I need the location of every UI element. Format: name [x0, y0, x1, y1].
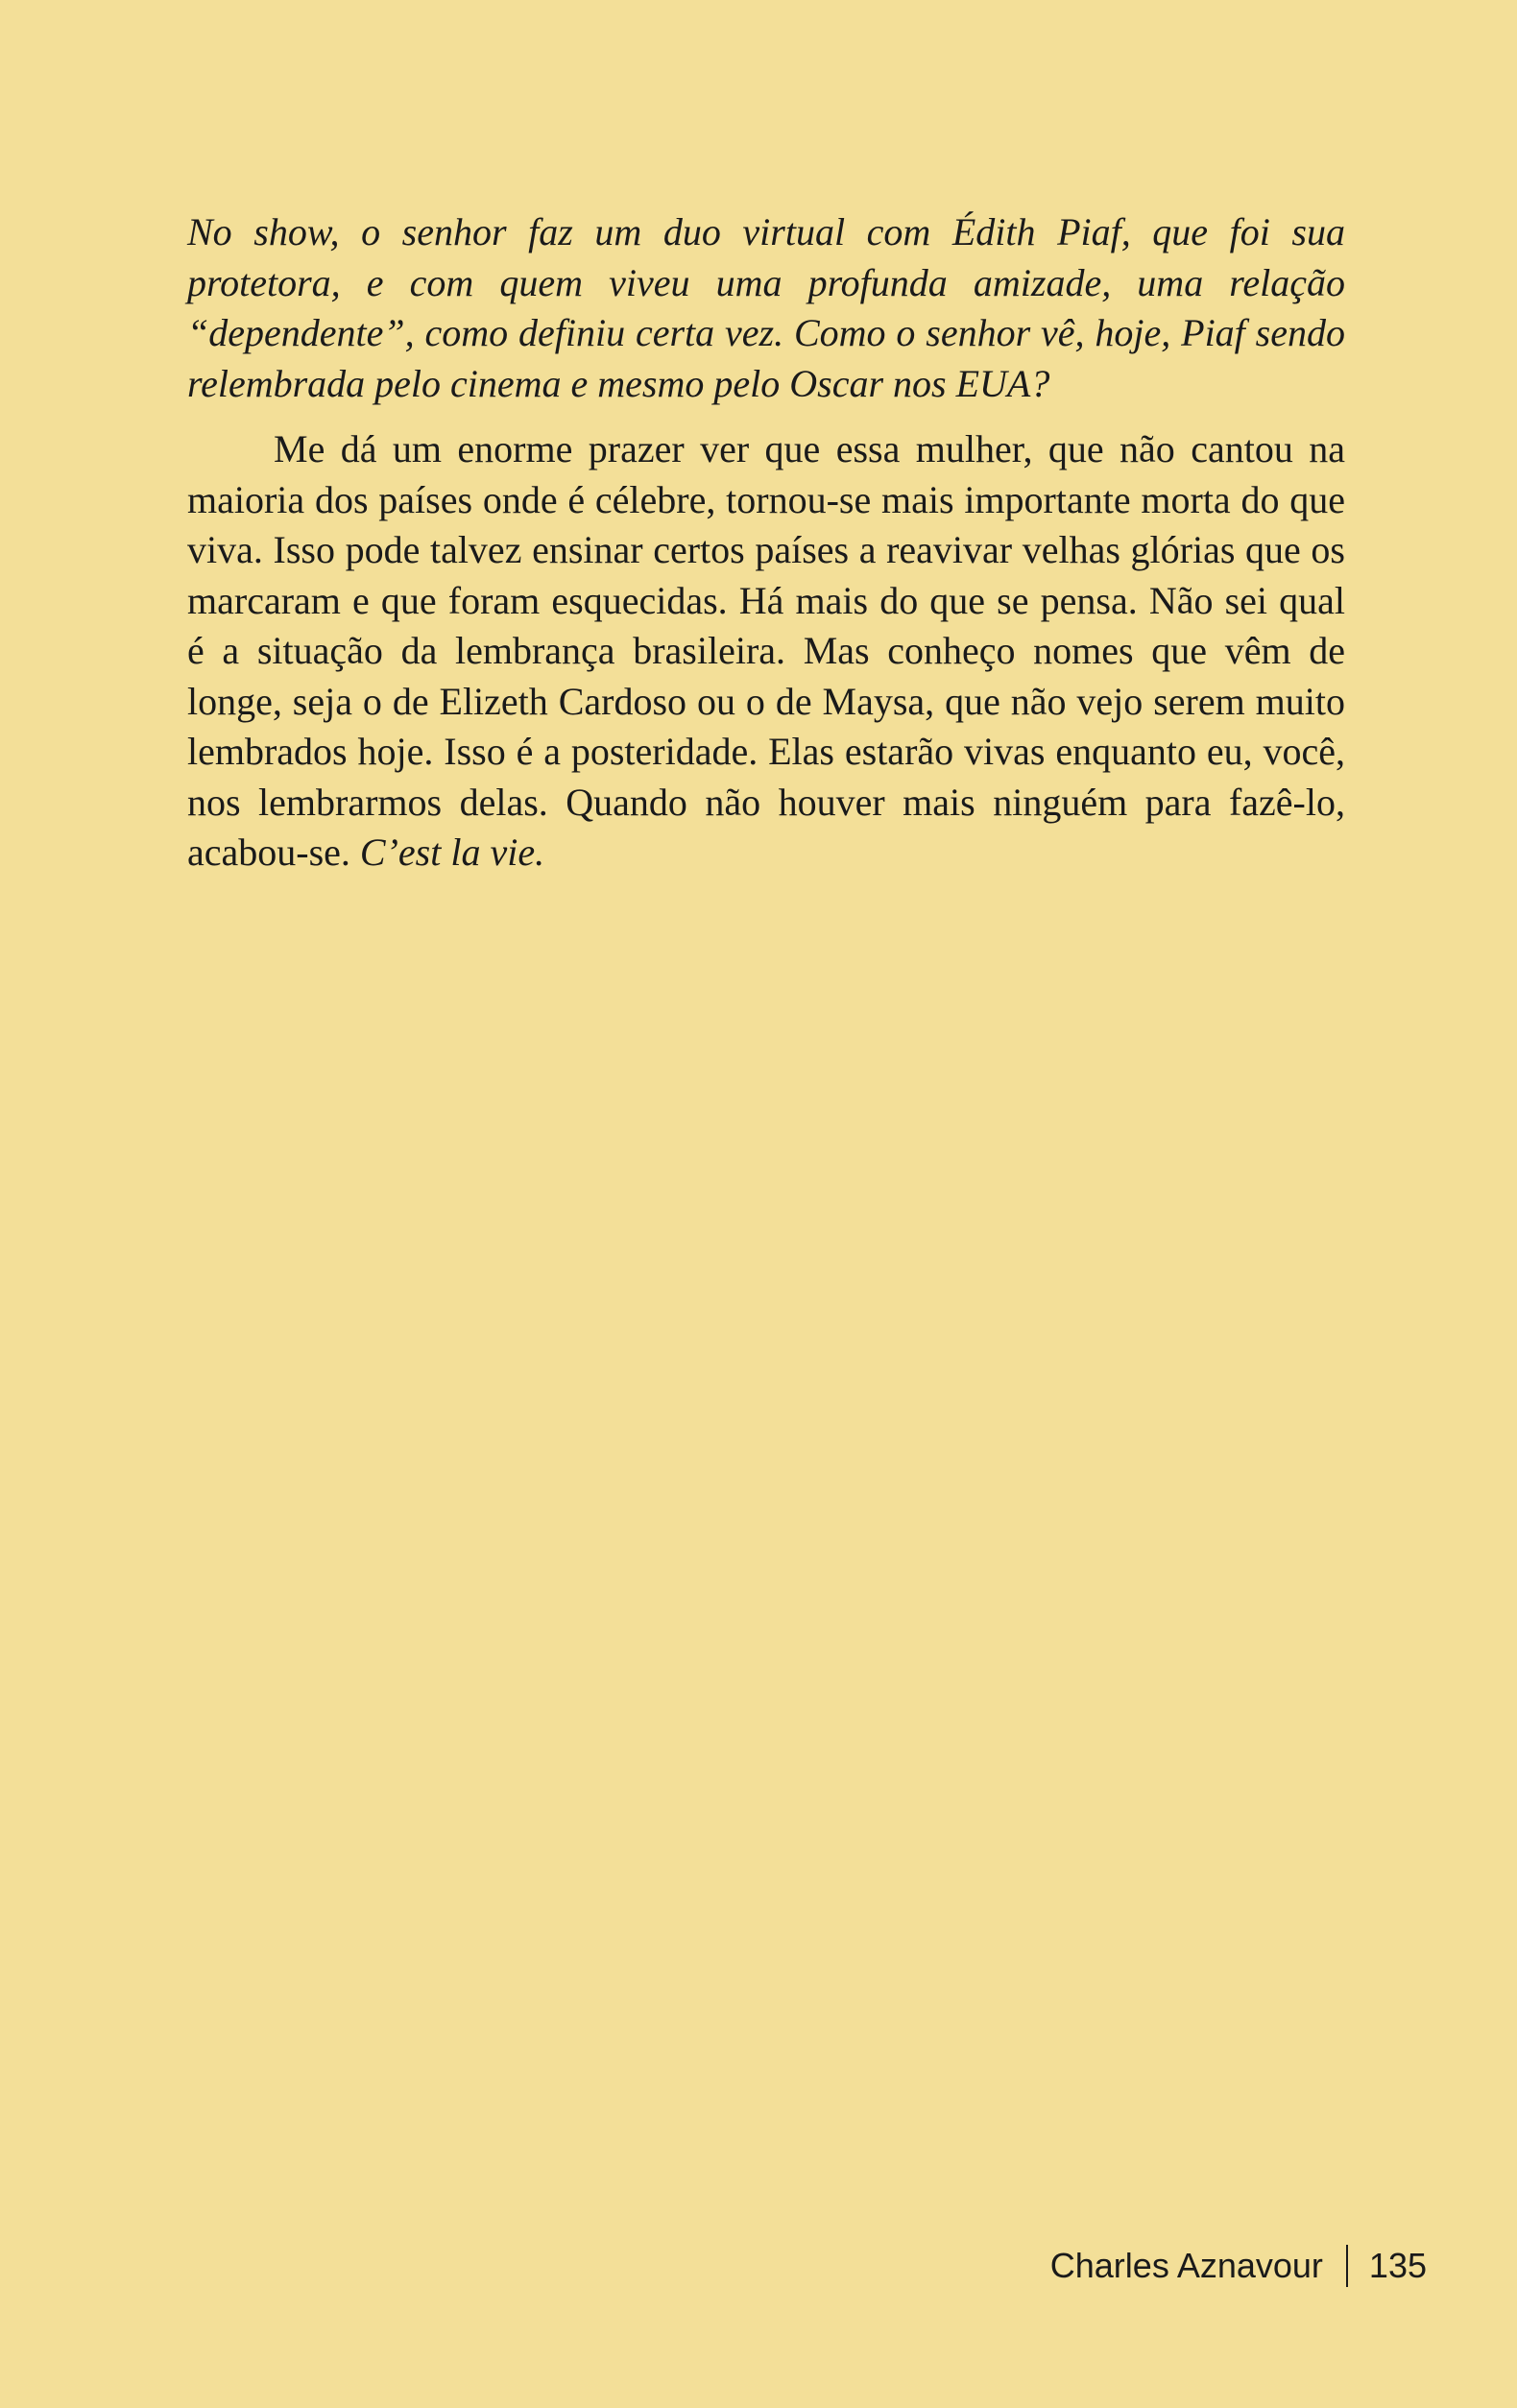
page-footer [1050, 2241, 1427, 2291]
answer-text: Me dá um enorme prazer ver que essa mulher, que não cantou na maioria dos países onde é célebre, tornou-se mais importante morta do que viva. Isso pode talvez ensinar certos países a reavivar velhas glórias que os marcaram e que foram esquecidas. Há mais do que se pensa. Não sei qual é a situação da lembrança brasileira. Mas conheço nomes que vêm de longe, seja o de Elizeth Cardoso ou o de Maysa, que não vejo serem muito lembrados hoje. Isso é a posteridade. Elas estarão vivas enquanto eu, você, nos lembrarmos delas. Quando não houver mais ninguém para fazê-lo, acabou-se. [187, 427, 1345, 874]
interview-question: No show, o senhor faz um duo virtual com Édith Piaf, que foi sua protetora, e com quem viveu uma profunda amizade, uma relação “dependente”, como definiu certa vez. Como o senhor vê, hoje, Piaf sendo relembrada pelo cinema e mesmo pelo Oscar nos EUA? [187, 210, 1345, 405]
interview-answer [187, 424, 1345, 879]
page-number: 135 [1368, 2246, 1427, 2285]
footer-separator [1346, 2245, 1348, 2287]
body-text [187, 207, 1345, 879]
answer-closing-italic: C’est la vie. [359, 831, 545, 874]
running-title: Charles Aznavour [1049, 2246, 1323, 2285]
